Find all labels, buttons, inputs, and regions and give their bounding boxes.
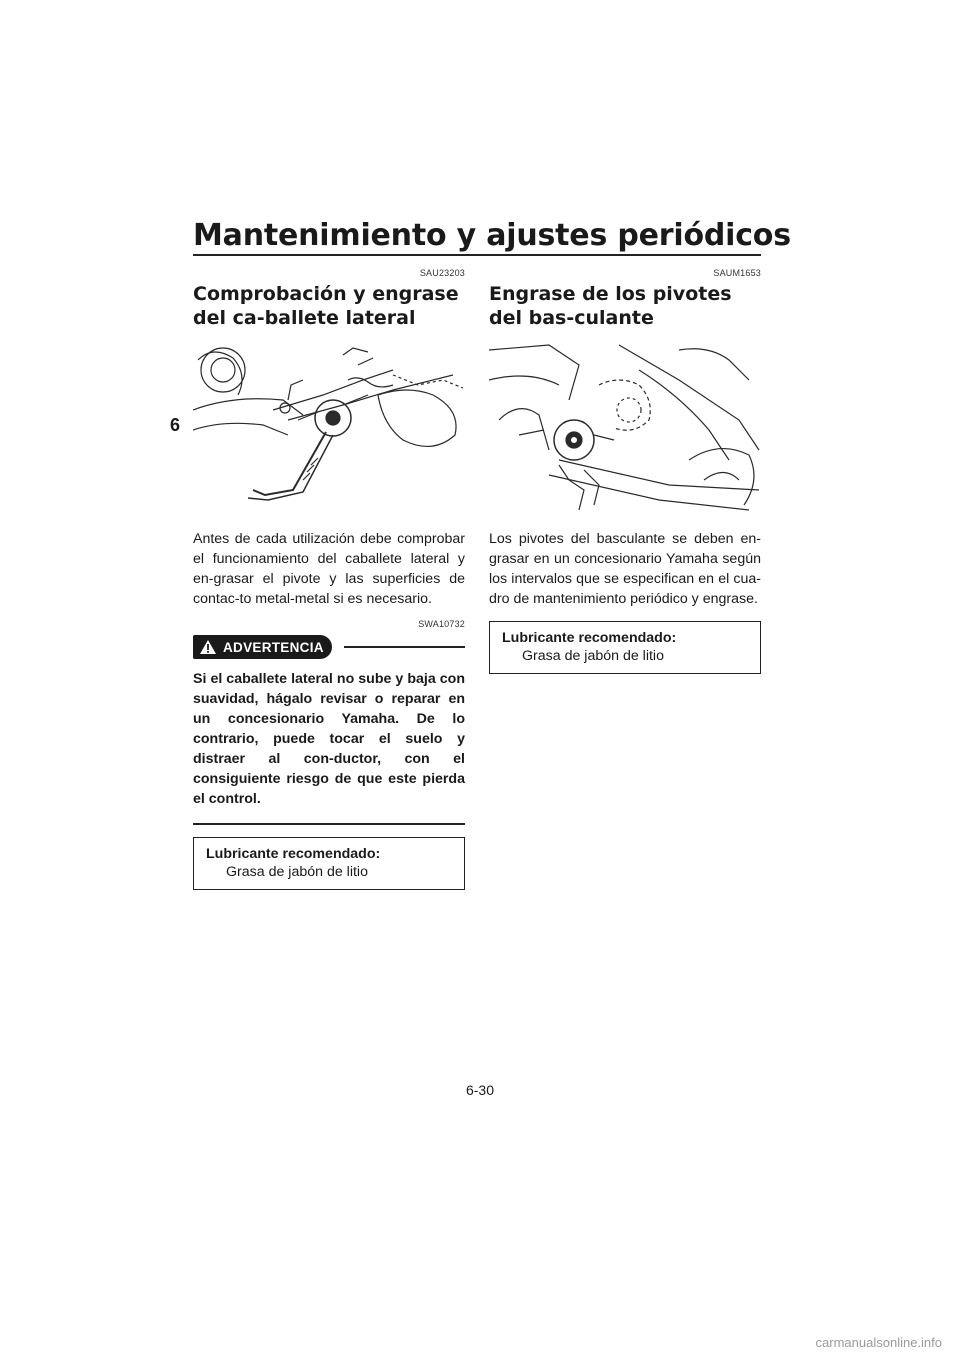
watermark[interactable]: carmanualsonline.info [815, 1335, 942, 1350]
sidestand-illustration [193, 340, 465, 515]
warning-triangle-icon [199, 639, 217, 655]
warning-label: ADVERTENCIA [223, 639, 324, 655]
lubricant-label: Lubricante recomendado: [206, 846, 381, 862]
lubricant-box [193, 837, 465, 890]
section-code: SAUM1653 [713, 268, 761, 278]
chapter-tab: 6 [170, 415, 181, 435]
lubricant-value: Grasa de jabón de litio [226, 864, 368, 880]
lubricant-box [489, 621, 761, 674]
warning-code: SWA10732 [418, 619, 465, 629]
section-body: Antes de cada utilización debe comprobar el funcionamiento del caballete lateral y en-grasar el pivote y las superficies de contac-to metal-metal si es necesario. [193, 531, 465, 607]
warning-badge [193, 635, 332, 659]
section-body: Los pivotes del basculante se deben en-grasar en un concesionario Yamaha según los intervalos que se especifican en el cua-dro de mantenimiento periódico y engrase. [489, 531, 761, 607]
warning-end-rule [193, 823, 465, 825]
section-heading: Engrase de los pivotes del bas-culante [489, 283, 732, 329]
title-rule [193, 254, 761, 256]
section-code: SAU23203 [419, 268, 465, 278]
section-swingarm [489, 268, 761, 674]
warning-rule [344, 646, 465, 648]
warning-header [193, 635, 465, 659]
warning-text: Si el caballete lateral no sube y baja con suavidad, hágalo revisar o reparar en un concesionario Yamaha. De lo contrario, puede tocar el suelo y distraer al con-ductor, con el consiguiente riesgo de que este pierda el control. [193, 671, 465, 807]
lubricant-label: Lubricante recomendado: [502, 630, 677, 646]
section-heading: Comprobación y engrase del ca-ballete lateral [193, 283, 459, 329]
lubricant-value: Grasa de jabón de litio [522, 648, 664, 664]
swingarm-illustration [489, 340, 761, 515]
page-number: 6-30 [465, 1082, 495, 1098]
section-sidestand [193, 268, 465, 890]
page-title: Mantenimiento y ajustes periódicos [193, 218, 791, 253]
